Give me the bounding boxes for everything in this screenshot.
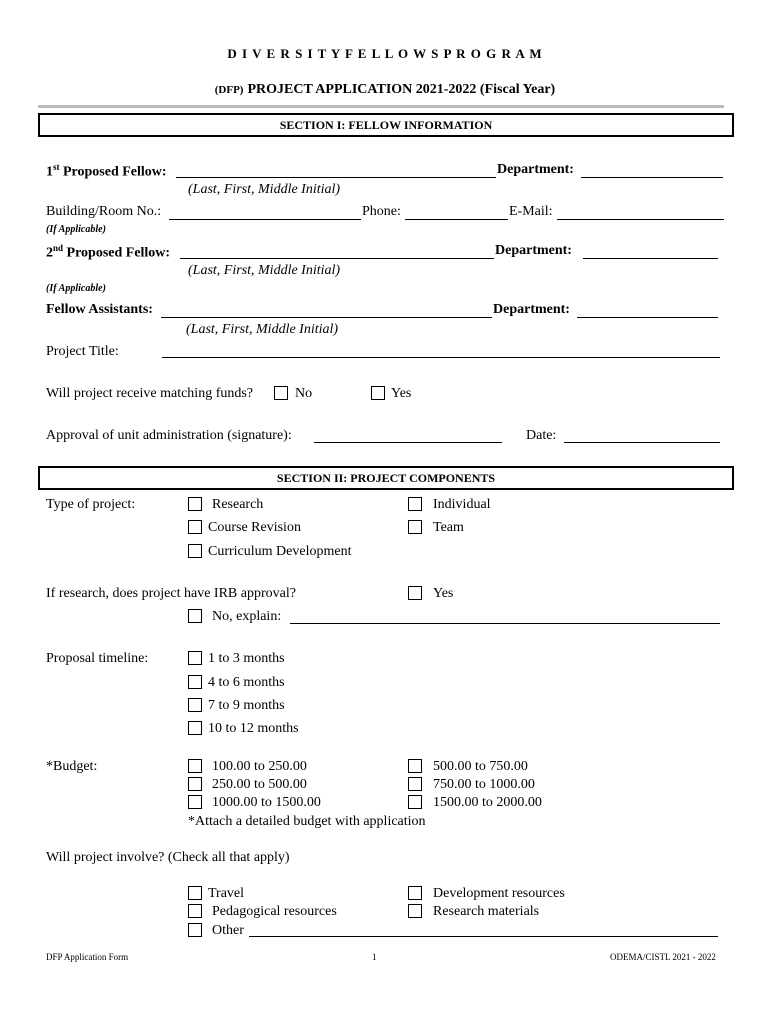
first-fellow-field[interactable] bbox=[176, 177, 496, 178]
involve-pedagogical-label: Pedagogical resources bbox=[212, 904, 337, 919]
type-course-revision-checkbox[interactable] bbox=[188, 520, 202, 534]
building-field[interactable] bbox=[169, 219, 361, 220]
irb-yes-label: Yes bbox=[433, 586, 454, 601]
budget-500-750-checkbox[interactable] bbox=[408, 759, 422, 773]
timeline-10-12-checkbox[interactable] bbox=[188, 721, 202, 735]
if-applicable-2: (If Applicable) bbox=[46, 283, 106, 294]
matching-funds-label: Will project receive matching funds? bbox=[46, 386, 254, 401]
project-title-field[interactable] bbox=[162, 357, 720, 358]
footer-right: ODEMA/CISTL 2021 - 2022 bbox=[610, 952, 716, 962]
type-research-label: Research bbox=[212, 497, 264, 512]
section1-header bbox=[38, 113, 734, 137]
budget-1500-2000-checkbox[interactable] bbox=[408, 795, 422, 809]
dfp-prefix: (DFP) bbox=[214, 84, 244, 96]
timeline-7-9-label: 7 to 9 months bbox=[208, 698, 285, 713]
budget-500-750-label: 500.00 to 750.00 bbox=[433, 759, 528, 774]
type-team-label: Team bbox=[433, 520, 464, 535]
budget-250-500-label: 250.00 to 500.00 bbox=[212, 777, 307, 792]
involve-other-checkbox[interactable] bbox=[188, 923, 202, 937]
budget-note: *Attach a detailed budget with application bbox=[188, 814, 426, 829]
type-curriculum-label: Curriculum Development bbox=[208, 544, 352, 559]
project-title-label: Project Title: bbox=[46, 344, 119, 359]
type-curriculum-checkbox[interactable] bbox=[188, 544, 202, 558]
involve-other-field[interactable] bbox=[249, 936, 718, 937]
header-divider bbox=[38, 105, 724, 108]
phone-field[interactable] bbox=[405, 219, 508, 220]
timeline-label: Proposal timeline: bbox=[46, 651, 149, 666]
timeline-10-12-label: 10 to 12 months bbox=[208, 721, 299, 736]
timeline-1-3-label: 1 to 3 months bbox=[208, 651, 285, 666]
budget-label: *Budget: bbox=[46, 759, 98, 774]
approval-signature-field[interactable] bbox=[314, 442, 502, 443]
name-hint-3: (Last, First, Middle Initial) bbox=[186, 322, 339, 337]
footer-left: DFP Application Form bbox=[46, 952, 129, 962]
approval-label: Approval of unit administration (signature): bbox=[46, 428, 292, 443]
type-label: Type of project: bbox=[46, 497, 136, 512]
involve-development-label: Development resources bbox=[433, 886, 565, 901]
department-field-1[interactable] bbox=[581, 177, 723, 178]
irb-no-label: No, explain: bbox=[212, 609, 282, 624]
department-field-3[interactable] bbox=[577, 317, 718, 318]
irb-no-checkbox[interactable] bbox=[188, 609, 202, 623]
type-individual-label: Individual bbox=[433, 497, 491, 512]
building-label: Building/Room No.: bbox=[46, 204, 162, 219]
date-field[interactable] bbox=[564, 442, 720, 443]
type-course-revision-label: Course Revision bbox=[208, 520, 301, 535]
irb-explain-field[interactable] bbox=[290, 623, 720, 624]
type-research-checkbox[interactable] bbox=[188, 497, 202, 511]
involve-research-materials-label: Research materials bbox=[433, 904, 540, 919]
involve-research-materials-checkbox[interactable] bbox=[408, 904, 422, 918]
matching-no-checkbox[interactable] bbox=[274, 386, 288, 400]
name-hint-1: (Last, First, Middle Initial) bbox=[188, 182, 341, 197]
timeline-1-3-checkbox[interactable] bbox=[188, 651, 202, 665]
involve-development-checkbox[interactable] bbox=[408, 886, 422, 900]
budget-750-1000-checkbox[interactable] bbox=[408, 777, 422, 791]
involve-pedagogical-checkbox[interactable] bbox=[188, 904, 202, 918]
matching-no-label: No bbox=[295, 386, 313, 401]
application-title-text: PROJECT APPLICATION 2021-2022 (Fiscal Year) bbox=[247, 82, 556, 97]
phone-label: Phone: bbox=[362, 204, 401, 219]
footer-page-number: 1 bbox=[372, 952, 377, 962]
budget-750-1000-label: 750.00 to 1000.00 bbox=[433, 777, 535, 792]
matching-yes-label: Yes bbox=[391, 386, 412, 401]
department-label-2: Department: bbox=[495, 243, 572, 258]
section2-header bbox=[38, 466, 734, 490]
program-title: D I V E R S I T Y F E L L O W S P R O G R A M bbox=[227, 46, 543, 61]
if-applicable-1: (If Applicable) bbox=[46, 224, 106, 235]
involve-label: Will project involve? (Check all that apply) bbox=[46, 850, 290, 865]
budget-1000-1500-label: 1000.00 to 1500.00 bbox=[212, 795, 321, 810]
department-label-3: Department: bbox=[493, 302, 570, 317]
type-individual-checkbox[interactable] bbox=[408, 497, 422, 511]
email-label: E-Mail: bbox=[509, 204, 553, 219]
email-field[interactable] bbox=[557, 219, 724, 220]
involve-travel-checkbox[interactable] bbox=[188, 886, 202, 900]
timeline-4-6-label: 4 to 6 months bbox=[208, 675, 285, 690]
first-fellow-label: 1st Proposed Fellow: bbox=[46, 162, 167, 180]
name-hint-2: (Last, First, Middle Initial) bbox=[188, 263, 341, 278]
irb-yes-checkbox[interactable] bbox=[408, 586, 422, 600]
type-team-checkbox[interactable] bbox=[408, 520, 422, 534]
budget-100-250-label: 100.00 to 250.00 bbox=[212, 759, 307, 774]
assistants-field[interactable] bbox=[161, 317, 492, 318]
second-fellow-label: 2nd Proposed Fellow: bbox=[46, 243, 171, 261]
timeline-4-6-checkbox[interactable] bbox=[188, 675, 202, 689]
budget-100-250-checkbox[interactable] bbox=[188, 759, 202, 773]
section2-title: SECTION II: PROJECT COMPONENTS bbox=[276, 471, 496, 485]
assistants-label: Fellow Assistants: bbox=[46, 302, 153, 317]
timeline-7-9-checkbox[interactable] bbox=[188, 698, 202, 712]
budget-250-500-checkbox[interactable] bbox=[188, 777, 202, 791]
department-field-2[interactable] bbox=[583, 258, 718, 259]
second-fellow-field[interactable] bbox=[180, 258, 494, 259]
budget-1000-1500-checkbox[interactable] bbox=[188, 795, 202, 809]
application-title bbox=[0, 80, 770, 98]
budget-1500-2000-label: 1500.00 to 2000.00 bbox=[433, 795, 542, 810]
section1-title: SECTION I: FELLOW INFORMATION bbox=[279, 118, 493, 132]
department-label-1: Department: bbox=[497, 162, 574, 177]
involve-travel-label: Travel bbox=[208, 886, 245, 901]
irb-label: If research, does project have IRB approval? bbox=[46, 586, 296, 601]
date-label: Date: bbox=[526, 428, 557, 443]
involve-other-label: Other bbox=[212, 923, 244, 938]
matching-yes-checkbox[interactable] bbox=[371, 386, 385, 400]
